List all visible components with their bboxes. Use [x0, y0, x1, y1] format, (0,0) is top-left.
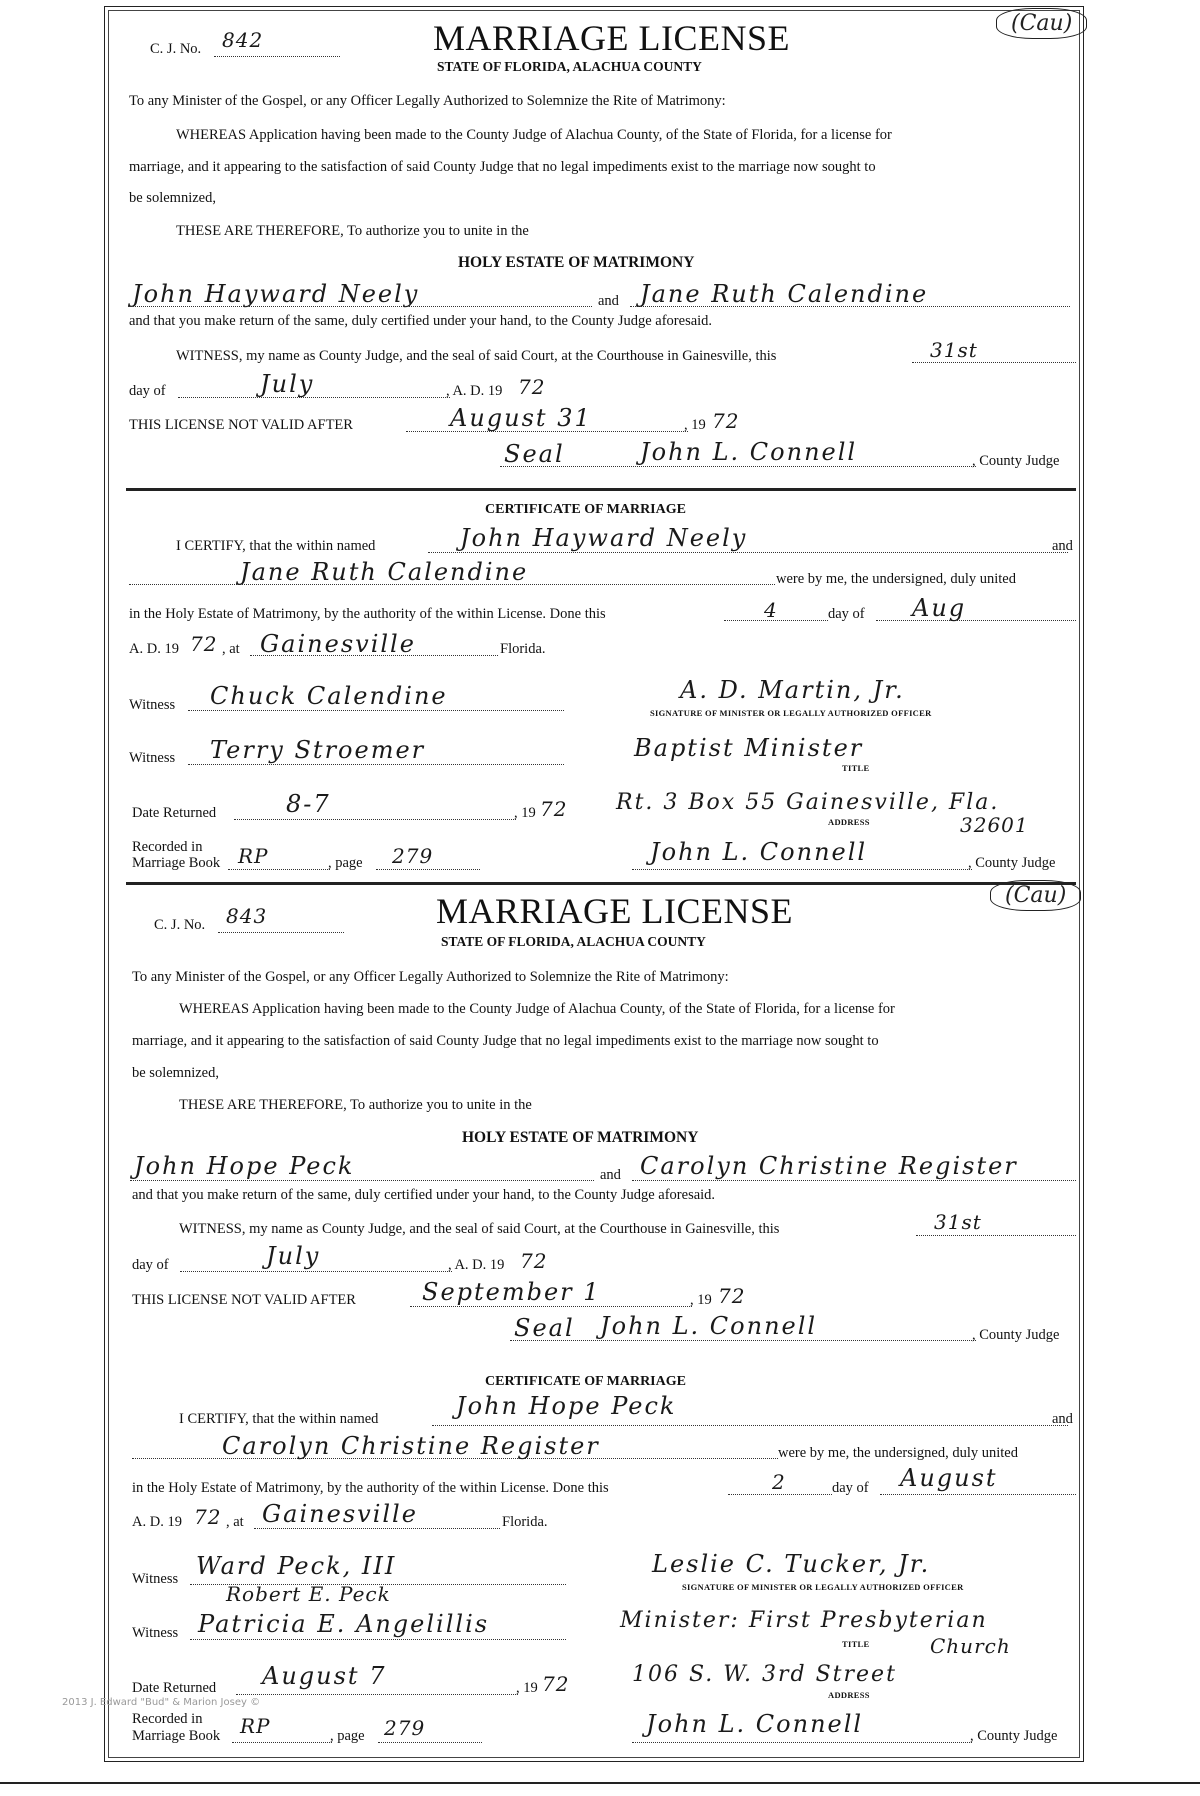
ad-label: , A. D. 19 — [446, 383, 503, 399]
and-word: and — [1052, 538, 1073, 554]
groom-name: John Hayward Neely — [132, 280, 420, 308]
whereas-line-3: be solemnized, — [129, 190, 216, 206]
seal-signature: Seal — [514, 1314, 575, 1342]
license-month: July — [260, 370, 315, 398]
page-label: , page — [328, 855, 363, 871]
judge-title-2: , County Judge — [968, 855, 1056, 871]
not-valid-label: THIS LICENSE NOT VALID AFTER — [132, 1292, 356, 1308]
florida-label: Florida. — [502, 1514, 548, 1530]
at-label: , at — [226, 1514, 244, 1530]
done-day: 4 — [764, 598, 778, 622]
witness-day: 31st — [930, 338, 978, 362]
valid-year-prefix: , 19 — [684, 417, 706, 433]
marriage-book: RP — [240, 1714, 271, 1738]
holy-estate-heading: HOLY ESTATE OF MATRIMONY — [462, 1129, 699, 1146]
marriage-book: RP — [238, 844, 269, 868]
cj-number: 843 — [226, 904, 268, 928]
groom-name: John Hope Peck — [134, 1152, 355, 1180]
license-title: MARRIAGE LICENSE — [436, 891, 793, 931]
date-returned-label: Date Returned — [132, 1680, 217, 1696]
witness-label-2: Witness — [129, 750, 176, 766]
valid-until-date: September 1 — [422, 1278, 601, 1306]
officer-signature-caption: SIGNATURE OF MINISTER OR LEGALLY AUTHORIZED OFFICER — [682, 1582, 964, 1592]
license-year: 72 — [520, 1249, 548, 1273]
certificate-bride: Carolyn Christine Register — [222, 1432, 600, 1460]
witness-2-signature: Patricia E. Angelillis — [198, 1610, 490, 1638]
seal-signature: Seal — [504, 440, 565, 468]
day-of-label-2: day of — [828, 606, 865, 622]
whereas-line-1: WHEREAS Application having been made to the County Judge of Alachua County, of the State of Florida, for a license for — [176, 127, 892, 143]
page-number: 279 — [392, 844, 434, 868]
witness-label-2: Witness — [132, 1625, 179, 1641]
valid-year: 72 — [712, 409, 740, 433]
returned-year: 72 — [540, 797, 568, 821]
witness-1-signature: Chuck Calendine — [210, 682, 448, 710]
marriage-book-label: Marriage Book — [132, 855, 221, 871]
officer-title: Minister: First Presbyterian — [620, 1608, 988, 1633]
united-text: were by me, the undersigned, duly united — [778, 1445, 1018, 1461]
marriage-book-label: Marriage Book — [132, 1728, 221, 1744]
title-caption: TITLE — [842, 1639, 870, 1649]
title-caption: TITLE — [842, 763, 870, 773]
ad-label: , A. D. 19 — [448, 1257, 505, 1273]
license-state: STATE OF FLORIDA, ALACHUA COUNTY — [437, 59, 702, 74]
officer-zip: 32601 — [960, 813, 1029, 837]
judge-signature-2: John L. Connell — [646, 1710, 864, 1738]
return-line: and that you make return of the same, duly certified under your hand, to the County Judge aforesaid. — [129, 313, 713, 329]
done-day: 2 — [772, 1470, 786, 1494]
done-year: 72 — [190, 632, 218, 656]
officer-address: 106 S. W. 3rd Street — [632, 1662, 897, 1687]
officer-signature: Leslie C. Tucker, Jr. — [652, 1550, 931, 1578]
certify-label: I CERTIFY, that the within named — [176, 538, 376, 554]
witness-label-1: Witness — [129, 697, 176, 713]
judge-title: , County Judge — [972, 1327, 1060, 1343]
returned-year-prefix: , 19 — [516, 1680, 538, 1696]
valid-year: 72 — [718, 1284, 746, 1308]
holy-line: in the Holy Estate of Matrimony, by the authority of the within License. Done this — [132, 1480, 609, 1496]
whereas-line-1: WHEREAS Application having been made to the County Judge of Alachua County, of the State of Florida, for a license for — [179, 1001, 895, 1017]
bride-name: Carolyn Christine Register — [640, 1152, 1018, 1180]
witness-label-1: Witness — [132, 1571, 179, 1587]
judge-signature: John L. Connell — [600, 1312, 818, 1340]
date-returned: August 7 — [262, 1662, 387, 1690]
judge-title: , County Judge — [972, 453, 1060, 469]
witness-line: WITNESS, my name as County Judge, and the seal of said Court, at the Courthouse in Gainesville, this — [179, 1221, 780, 1237]
section-divider — [126, 488, 1076, 491]
not-valid-label: THIS LICENSE NOT VALID AFTER — [129, 417, 353, 433]
certificate-heading: CERTIFICATE OF MARRIAGE — [485, 502, 686, 517]
recorded-in-label: Recorded in — [132, 1711, 203, 1727]
license-month: July — [266, 1242, 321, 1270]
united-text: were by me, the undersigned, duly united — [776, 571, 1016, 587]
date-returned-label: Date Returned — [132, 805, 217, 821]
certify-label: I CERTIFY, that the within named — [179, 1411, 379, 1427]
witness-line: WITNESS, my name as County Judge, and the seal of said Court, at the Courthouse in Gainesville, this — [176, 348, 777, 364]
address-caption: ADDRESS — [828, 817, 870, 827]
and-word: and — [600, 1167, 621, 1183]
certificate-bride: Jane Ruth Calendine — [240, 558, 529, 586]
certificate-groom: John Hope Peck — [456, 1392, 677, 1420]
cj-number: 842 — [222, 28, 264, 52]
page-number: 279 — [384, 1716, 426, 1740]
judge-title-2: , County Judge — [970, 1728, 1058, 1744]
corner-note: (Cau) — [990, 880, 1081, 911]
valid-until-date: August 31 — [450, 404, 592, 432]
witness-1b-signature: Robert E. Peck — [226, 1582, 391, 1606]
marriage-place: Gainesville — [262, 1500, 418, 1528]
therefore-line: THESE ARE THEREFORE, To authorize you to unite in the — [179, 1097, 532, 1113]
judge-signature-2: John L. Connell — [650, 838, 868, 866]
witness-1-signature: Ward Peck, III — [196, 1552, 397, 1580]
valid-year-prefix: , 19 — [690, 1292, 712, 1308]
bride-name: Jane Ruth Calendine — [640, 280, 929, 308]
officer-signature-caption: SIGNATURE OF MINISTER OR LEGALLY AUTHORIZED OFFICER — [650, 708, 932, 718]
day-of-label: day of — [129, 383, 166, 399]
therefore-line: THESE ARE THEREFORE, To authorize you to unite in the — [176, 223, 529, 239]
certificate-groom: John Hayward Neely — [460, 524, 748, 552]
officer-title: Baptist Minister — [634, 734, 864, 762]
marriage-place: Gainesville — [260, 630, 416, 658]
holy-estate-heading: HOLY ESTATE OF MATRIMONY — [458, 254, 695, 271]
license-title: MARRIAGE LICENSE — [433, 18, 790, 58]
returned-year-prefix: , 19 — [514, 805, 536, 821]
witness-day: 31st — [934, 1210, 982, 1234]
corner-note: (Cau) — [996, 8, 1087, 39]
page-label: , page — [330, 1728, 365, 1744]
license-state: STATE OF FLORIDA, ALACHUA COUNTY — [441, 934, 706, 949]
ad-label-2: A. D. 19 — [132, 1514, 182, 1530]
witness-2-signature: Terry Stroemer — [210, 736, 426, 764]
judge-signature: John L. Connell — [640, 438, 858, 466]
day-of-label: day of — [132, 1257, 169, 1273]
ad-label-2: A. D. 19 — [129, 641, 179, 657]
return-line: and that you make return of the same, duly certified under your hand, to the County Judge aforesaid. — [132, 1187, 716, 1203]
recorded-in-label: Recorded in — [132, 839, 203, 855]
address-line: To any Minister of the Gospel, or any Officer Legally Authorized to Solemnize the Rite of Matrimony: — [129, 93, 726, 109]
certificate-heading: CERTIFICATE OF MARRIAGE — [485, 1374, 686, 1389]
date-returned: 8-7 — [286, 790, 331, 818]
florida-label: Florida. — [500, 641, 546, 657]
copyright-stamp: 2013 J. Edward "Bud" & Marion Josey © — [62, 1697, 261, 1708]
done-month: August — [900, 1464, 998, 1492]
whereas-line-2: marriage, and it appearing to the satisfaction of said County Judge that no legal impediments exist to the marriage now sought to — [132, 1033, 879, 1049]
officer-signature: A. D. Martin, Jr. — [680, 676, 905, 704]
officer-title-continued: Church — [930, 1634, 1011, 1658]
whereas-line-2: marriage, and it appearing to the satisfaction of said County Judge that no legal impediments exist to the marriage now sought to — [129, 159, 876, 175]
cj-label: C. J. No. — [154, 917, 206, 933]
done-year: 72 — [194, 1505, 222, 1529]
and-word: and — [1052, 1411, 1073, 1427]
address-line: To any Minister of the Gospel, or any Officer Legally Authorized to Solemnize the Rite of Matrimony: — [132, 969, 729, 985]
done-month: Aug — [912, 594, 967, 622]
whereas-line-3: be solemnized, — [132, 1065, 219, 1081]
address-caption: ADDRESS — [828, 1690, 870, 1700]
and-word: and — [598, 293, 619, 309]
at-label: , at — [222, 641, 240, 657]
page-bottom-rule — [0, 1782, 1200, 1784]
cj-label: C. J. No. — [150, 41, 202, 57]
officer-address: Rt. 3 Box 55 Gainesville, Fla. — [616, 790, 1000, 815]
holy-line: in the Holy Estate of Matrimony, by the authority of the within License. Done this — [129, 606, 606, 622]
license-year: 72 — [518, 375, 546, 399]
returned-year: 72 — [542, 1672, 570, 1696]
license-separator — [126, 882, 1076, 885]
day-of-label-2: day of — [832, 1480, 869, 1496]
